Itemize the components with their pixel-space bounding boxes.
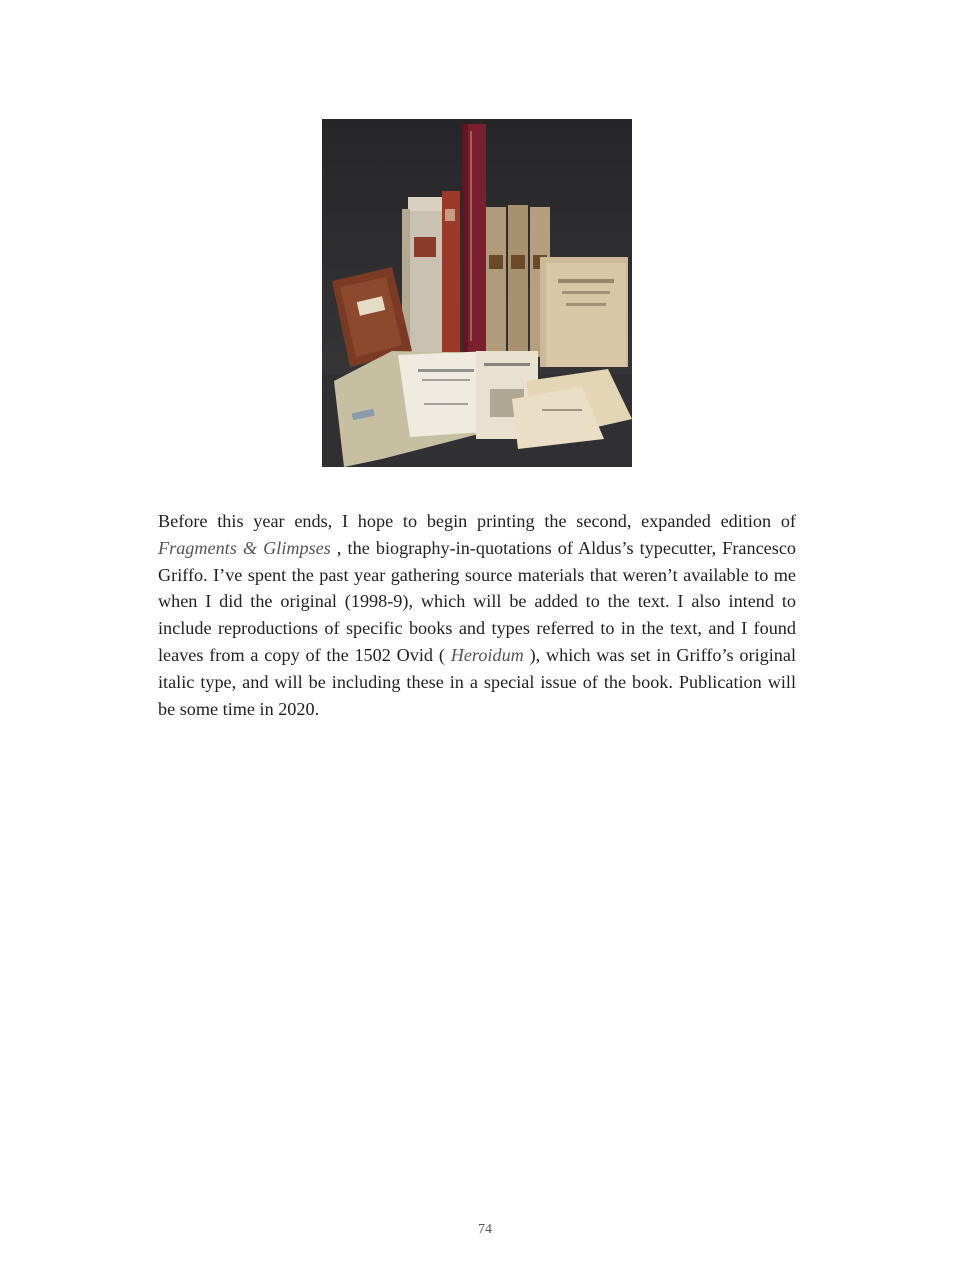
body-paragraph (158, 508, 796, 722)
page-number: 74 (478, 1222, 492, 1237)
paragraph-text-1: Before this year ends, I hope to begin printing the second, expanded edition of (158, 511, 796, 531)
paragraph-text-3: ), which was set in Griffo’s original italic type, and will be including these in a special issue of the book. Publication will be some time in 2020. (158, 644, 796, 719)
book-title-heroidum: Heroidum (450, 644, 524, 665)
book-title-fragments: Fragments & Glimpses (158, 537, 331, 558)
books-photo (322, 119, 632, 467)
paragraph-text-2: , the biography-in-quotations of Aldus’s typecutter, Francesco Griffo. I’ve spent the past year gathering source materials that weren’t available to me when I did the original (1998-9), which will be added to the text. I also intend to include reproductions of specific books and types referred to in the text, and I found leaves from a copy of the 1502 Ovid ( (158, 537, 796, 665)
